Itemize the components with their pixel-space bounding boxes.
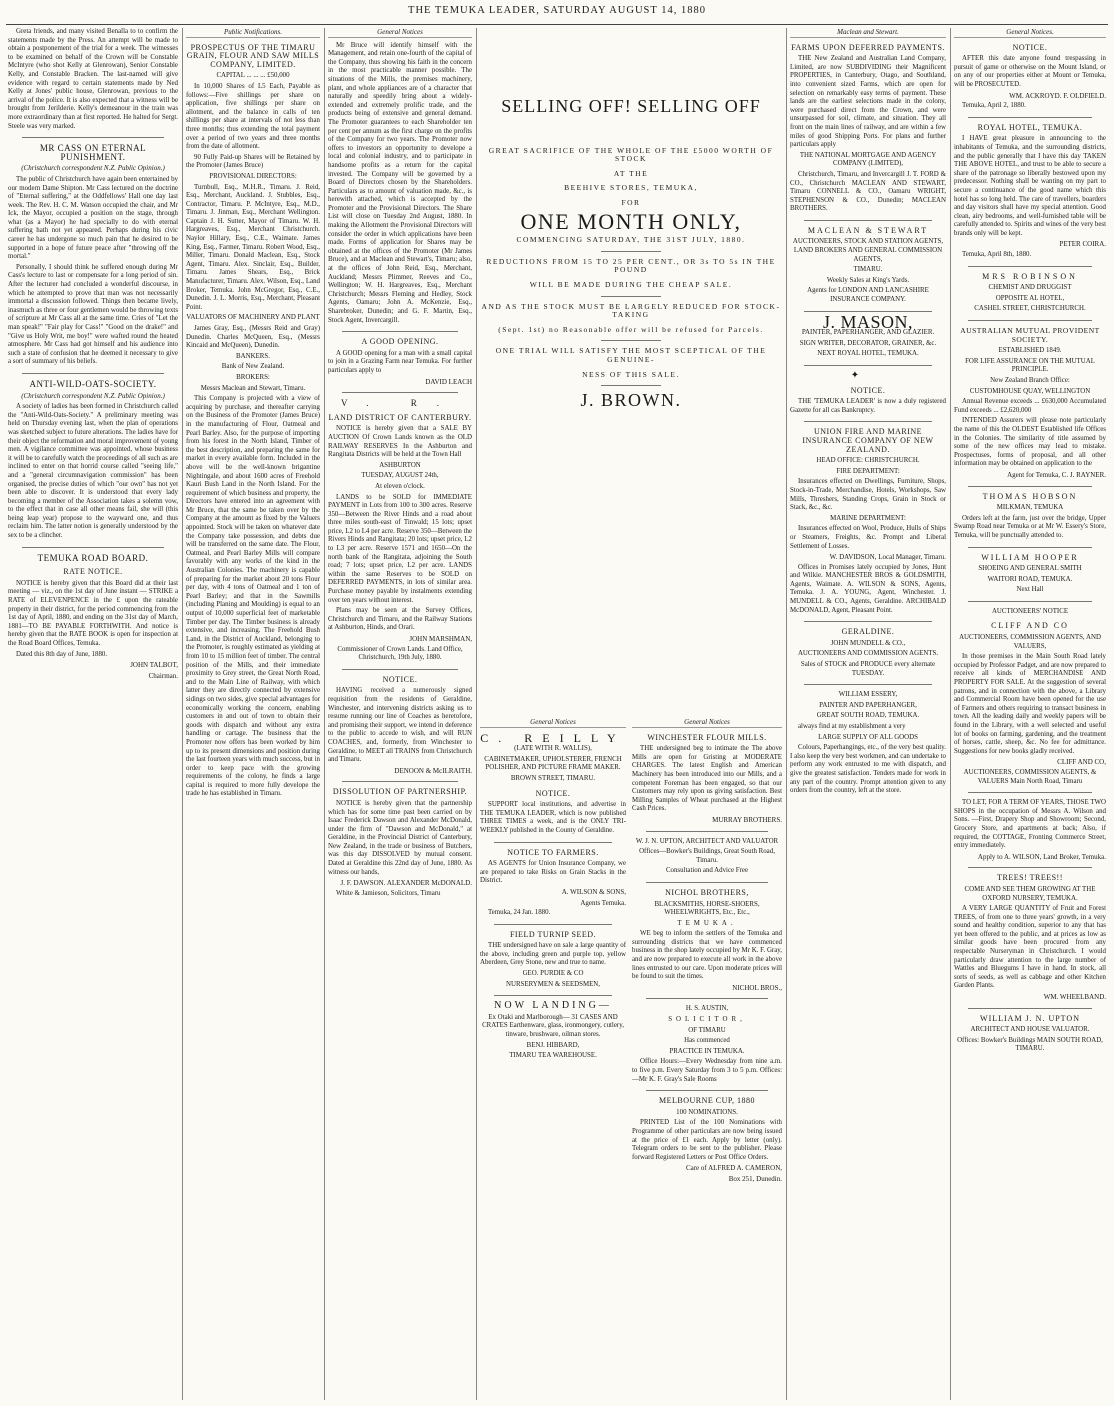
advert-line: AUCTIONEERS AND COMMISSION AGENTS. [797,650,939,658]
article-byline: (Christchurch correspondent N.Z. Public Opinion.) [21,391,165,400]
advert-line: AT THE [613,168,649,178]
advert-line: AUCTIONEERS, STOCK AND STATION AGENTS, LAND BROKERS AND GENERAL COMMISSION AGENTS, [792,238,944,263]
advert-signature: J. BROWN. [580,390,682,411]
notice-signature: W. DAVIDSON, Local Manager, Timaru. [829,553,946,562]
divider [804,220,932,221]
sale-time: At eleven o'clock. [375,482,425,490]
sale-place: ASHBURTON [379,461,421,469]
section-label: MARINE DEPARTMENT: [830,514,906,522]
notice-paragraph: THE 'TEMUKA LEADER' is now a duly registered Gazette for all cas Bankruptcy. [790,398,946,414]
divider [968,1008,1092,1009]
advertiser-name: WILLIAM HOOPER [981,552,1079,562]
advert-line: 100 NOMINATIONS. [676,1108,738,1116]
notice-headline: TREES! TREES!! [997,873,1063,883]
notice-paragraph: AFTER this date anyone found trespassing in pursuit of game or otherwise on the Mount Island, or on any of our properties either at Mount or Temuka, will be PROSECUTED. [954,55,1106,88]
advertiser-name: THOMAS HOBSON [982,491,1078,501]
advert-line: MILKMAN, TEMUKA [996,504,1064,512]
advertiser-name: CLIFF AND CO [991,621,1069,631]
column-rule [182,28,183,1400]
notice-signature: DENOON & McILRAITH. [394,766,472,775]
notice-paragraph: A GOOD opening for a man with a small capital to join in a Grazing Farm near Temuka. For further particulars apply to [328,349,472,374]
bankers-text: Bank of New Zealand. [221,363,285,371]
divider [646,1090,768,1091]
advert-line: REDUCTIONS FROM 15 TO 25 PER CENT., OR 3s TO 5s IN THE POUND [486,256,776,275]
notice-headline: MELBOURNE CUP, 1880 [659,1096,755,1106]
advert-line: ONE TRIAL WILL SATISFY THE MOST SCEPTICAL OF THE GENUINE- [495,346,767,364]
advert-line: CASHEL STREET, CHRISTCHURCH. [974,305,1086,313]
notice-date: Temuka, April 2, 1880. [962,102,1026,110]
notice-headline: LAND DISTRICT OF CANTERBURY. [328,412,472,422]
shares-paragraph: In 10,000 Shares of L5 Each, Payable as follows:—Five shillings per share on application, five shillings per share on allotment, and the balance in calls of ten shillings per share at intervals of not less than three months; thus extending the total payment over a period of two years and three months from the date of allotment. [186,82,320,151]
divider [22,137,164,138]
notice-signature: MURRAY BROTHERS. [712,815,782,824]
advert-line: Offices: Bowker's Buildings MAIN SOUTH ROAD, TIMARU. [957,1036,1103,1053]
royal-cipher: V. R. [340,398,460,409]
notice-signature: Apply to A. WILSON, Land Broker, Temuka. [977,852,1106,861]
advert-line: NEXT ROYAL HOTEL, TEMUKA. [817,350,919,358]
advert-line: WILL BE MADE DURING THE CHEAP SALE. [529,279,733,289]
advert-line: New Zealand Branch Office: [990,377,1070,384]
notice-date: Temuka, 24 Jan. 1880. [488,909,551,917]
notice-signature: THE NATIONAL MORTGAGE AND AGENCY COMPANY (LIMITED), [799,151,937,168]
notice-signature: JOHN MARSHMAN, [409,635,472,643]
column-general-notices-c [632,718,782,1400]
advert-line: GREAT SOUTH ROAD, TEMUKA. [816,712,920,720]
advert-line: FOR [621,197,641,207]
column-heading: Public Notifications. [186,28,320,38]
advert-line: LARGE SUPPLY OF ALL GOODS [818,733,918,741]
notice-signature: WM. ACKROYD. F. OLDFIELD. [1009,91,1106,100]
divider [804,684,932,685]
advert-line: ARCHITECT AND HOUSE VALUATOR. [970,1026,1090,1034]
notice-paragraph: Office Hours:—Every Wednesday from nine a.m. to five p.m. Every Saturday from 3 to 5 p.m. Offices:—Mr K. F. Gray's Sale Rooms [632,1058,782,1083]
advert-line: SOLICITOR, [668,1016,746,1024]
advert-line: CABINETMAKER, UPHOLSTERER, FRENCH POLISHER, AND PICTURE FRAME MAKER. [484,755,622,772]
advert-line: WAITORI ROAD, TEMUKA. [987,575,1073,583]
notice-headline: NOTICE. [1012,42,1048,52]
prospectus-continued: Mr Bruce will identify himself with the Management, and retain one-fourth of the capital of the Company, thus showing his faith in the concern in the most practicable manner possible. The situations of the Mills, the premises machinery, plant, and whole appliances are of a character that naturally and speedily bring about a widely-extended and extremely prolific trade, and the products being of extensive and general demand. The Promoter guarantees to each Shareholder ten per cent per annum as the first charge on the profits of the Company for two years. The Promoter now offers to investors an opportunity to develope a local and colonial industry, and to participate in handsome profits as a return for the capital invested. The Company will be governed by a Board of Directors chosen by the Shareholders. Particulars as to amount of valuation made, &c., is herewith attached, which is accepted by the Promoter and the Provisional Directors. The Share List will close on Tuesday 2nd August, 1880. In making the Allotment the Provisional Directors will consider the order in which applications have been made. Forms of application for Shares may be obtained at the offices of the Promoter (Mr James Bruce), and at Maclean and Stewart's, Timaru; also, at the offices of John Reid, Esq., Merchant, Auckland; Messrs Plimmer, Reeves and Co., Wellington; W. H. Hargreaves, Esq., Merchant Christchurch; Messrs Fleming and Hedley, Stock Agents, Oamaru; John A. McKenzie, Esq., Sharebroker, Dunedin; and G. F. Martin, Esq., Stock Agent, Invercargill. [328,41,472,324]
column-general-notices-b [480,718,626,1400]
notice-headline: NOW LANDING— [494,1000,612,1012]
divider [968,117,1092,118]
divider [646,882,768,883]
notice-paragraph: PRINTED List of the 100 Nominations with Programme of other particulars are now being issued at the price of £1 each. Apply by letter (only). Telegram orders to be sent to the publisher. Please forward Registered Letters or Post Office Orders. [632,1119,782,1161]
notice-headline: NOTICE. [850,385,886,395]
notice-headline: NOTICE. [535,788,571,798]
prospectus-headline: PROSPECTUS OF THE TIMARU GRAIN, FLOUR AND SAW MILLS COMPANY, LIMITED. [186,42,320,69]
advert-line: BLACKSMITHS, HORSE-SHOERS, WHEELWRIGHTS, Etc., Etc., [654,900,760,917]
divider [342,331,458,332]
divider [646,998,768,999]
notice-paragraph: Orders left at the farm, just over the bridge, Upper Swamp Road near Temuka or at Mr W. Essery's Store, Temuka, will be punctually attended to. [954,514,1106,539]
advert-line: HEAD OFFICE: CHRISTCHURCH. [816,457,920,465]
sale-date: TUESDAY, AUGUST 24th, [361,472,439,480]
notice-signature-title: TIMARU TEA WAREHOUSE. [509,1052,597,1060]
advert-line: CUSTOMHOUSE QUAY, WELLINGTON [969,387,1091,395]
divider [804,421,932,422]
notice-signature-list: Christchurch, Timaru, and Invercargill J. T. FORD & CO., Christchurch MACLEAN AND STEWART, Timaru CONNELL & CO., Oamaru WRIGHT, STEPHENSON & CO., Dunedin; MACLEAN BROTHERS. [790,170,946,213]
article-paragraph: A society of ladies has been formed in Christchurch called the "Anti-Wild-Oats-Society." A preliminary meeting was held on Thursday evening last, when the plan of operations was sketched subject to future alterations. The ladies have for their object the reformation and moral improvement of young men. A vigilance committee was appointed, whose business it will be to carefully watch the proceedings of all such as are inclined to enter on that horrid course called "seeing life," and a "general circumnavigation commission" has been organised, the precise duties of which "our own" has not yet been able to discover. It is understood that every lady becoming a member of the Association takes a solemn vow, to the effect that in case all other means fail, she will (this being leap year) propose to the wayward one, and thus reclaim him. The latter notion is generally understood by the sex to be a clincher. [8,403,178,540]
column-public-notifications [186,28,320,1400]
notice-paragraph: Colours, Paperhangings, etc., of the very best quality. I also keep the very best workmen, and can undertake to perform any work entrusted to me with dispatch, and give the greatest satisfaction. Tenders made for work in any part of the country. Prompt attention given to any orders from the country, left at the store. [790,744,946,795]
notice-signature: NICHOL BROS., [732,983,782,992]
column-rule [786,28,787,1400]
advertiser-name: H. S. AUSTIN, [685,1005,729,1013]
notice-paragraph: HAVING received a numerously signed requisition from the residents of Geraldine, Winchester, and intervening districts asking us to resume running our line of Coaches as heretofore, and promising their support, we intend in deference to the public to accede to wish, and will RUN COACHES, and, formerly, from Winchester to Geraldine, to MEET all TRAINS from Christchurch and Timaru. [328,687,472,764]
paidup-paragraph: 90 Fully Paid-up Shares will be Retained by the Promoter (James Bruce) [186,153,320,170]
notice-paragraph: WE beg to inform the settlers of the Temuka and surrounding districts that we have commenced business in the shop lately occupied by Mr K. F. Gray, and are now prepared to execute all work in the above lines entrusted to our care. Upon moderate prices will be found to suit the times. [632,930,782,981]
divider [22,373,164,374]
divider [968,867,1092,868]
notice-signature: PETER COIRA. [1059,240,1106,249]
brokers-text: Messrs Maclean and Stewart, Timaru. [200,384,306,392]
column-general-notices [328,28,472,1400]
notice-headline: FIELD TURNIP SEED. [509,929,597,939]
divider [968,266,1092,267]
divider [342,669,458,670]
article-headline: ANTI-WILD-OATS-SOCIETY. [29,378,157,389]
notice-paragraph: Ex Otaki and Marlborough— 31 CASES AND CRATES Earthenware, glass, ironmongery, cutlery, tinware, brushware, oilman stores. [482,1013,624,1039]
advertiser-name: MRS ROBINSON [982,271,1078,281]
divider [968,486,1092,487]
advert-line: PAINTER, PAPERHANGER, AND GLAZIER. [801,329,935,337]
divider [22,547,164,548]
divider [494,924,612,925]
notice-signature-title: NURSERYMEN & SEEDSMEN, [506,980,600,988]
divider [804,621,932,622]
advert-line: OPPOSITE AL HOTEL, [995,294,1065,302]
notice-paragraph: A VERY LARGE QUANTITY of Fruit and Forest TREES, of from one to three years' growth, in a very sound and healthy condition, superior to any that has yet been offered to the public, and at prices as low as similar goods have been procured from any respectable Nurseryman in Christchurch. I would particularly draw attention to the large number of Wattles and Bluegums I have in hand. In stock, all sorts of seeds, as well as cabbage and other Kitchen Garden Plants. [954,905,1106,990]
valuators-list: James Gray, Esq., (Messrs Reid and Gray) Dunedin. Charles McQueen, Esq., (Messrs Kincaid and McQueen), Dunedin. [186,325,320,350]
notice-subheadline: RATE NOTICE. [63,567,123,577]
article-paragraph: Personally, I should think he suffered enough during Mr Cass's lecture to last or compensate for a long period of sin. After the lecturer had concluded a wonderful discourse, in which he attempted to prove that man was not necessarily immortal a discussion followed. Things then became lively, inasmuch as three or four gentlemen would be throwing texts of scripture at Mr Cass all at the same time. Cries of "Let the man speak!" "Fair play for Cass!" "Good on the drake!" and "Give us Holy Writ, me boy!" were wafted round the heated atmosphere. Mr Cass had got himself and his audience into such a state of confusion that he deemed it necessary to give a sort of summary of his beliefs. [8,263,178,366]
column-rule [950,28,951,1400]
advert-line: BEEHIVE STORES, TEMUKA, [564,183,698,193]
notice-paragraph: I HAVE great pleasure in announcing to the inhabitants of Temuka, and the surrounding districts, and the public generally that I have this day TAKEN THE ABOVE HOTEL, and trust to be able to secure a share of the patronage so liberally bestowed upon my predecessor. Nothing shall be wanting on my part to secure a continuance of the good name which this hotel has so long held. The care of travellers, boarders and day visitors shall have my special attention. Good clean, airy bedrooms, and well-furnished table will be carefully attended to. Spirits and wines of the very best brands only will be kept. [954,135,1106,237]
article-headline: MR CASS ON ETERNAL PUNISHMENT. [39,143,147,162]
notice-headline: FARMS UPON DEFERRED PAYMENTS. [791,42,945,52]
notice-headline: NOTICE TO FARMERS. [507,847,599,857]
notice-paragraph: INTENDED Assurers will please note particularly the name of this the OLDEST Established life Offices in the Colonies. The similarity of title assumed by some of the new offices may lead to mistake. Prospectuses, forms of proposal, and all other information may be obtained on application to the [954,417,1106,468]
column-news [8,28,178,1400]
notice-paragraph: In those premises in the Main South Road lately occupied by Professor Padget, and are now prepared to receive all kinds of MERCHANDISE AND PROPERTY FOR SALE. At the suggestion of several patrons, and in connection with the above, a Library and Commercial Room have been opened for the use of Farmers and others requiring to transact business in town. All the leading daily and weekly papers will be found in the Library, with a well selected and useful lot of books on farming, gardening, and the treatment of horses, cattle, sheep, &c. No fee for admittance. Suggestions for new books gladly received. [954,653,1106,755]
masthead-rule [6,24,1108,25]
section-label: PROVISIONAL DIRECTORS: [209,172,297,180]
notice-date: Dated this 8th day of June, 1880. [16,650,108,658]
notice-paragraph: Insurances effected on Dwellings, Furniture, Shops, Stock-in-Trade, Merchandise, Hotels, Workshops, Saw Mills, Threshers, Standing Crops, Grain in Stock or Stack, &c., &c. [790,478,946,512]
column-heading: General Notices [480,718,626,728]
advert-line: AND AS THE STOCK MUST BE LARGELY REDUCED FOR STOCK-TAKING [481,301,781,320]
notice-signature: Care of ALFRED A. CAMERON, [685,1164,782,1173]
divider [804,365,932,366]
notice-signature: DAVID LEACH [425,377,472,386]
section-label: VALUATORS OF MACHINERY AND PLANT [186,314,320,322]
notice-signature-title: Commissioner of Crown Lands. Land Office, Christchurch, 19th July, 1880. [337,645,463,662]
advert-line: SHOEING AND GENERAL SMITH [978,565,1082,573]
divider [968,547,1092,548]
advert-line: Offices—Bowker's Buildings, Great South Road, Timaru. [639,848,775,864]
notice-headline: AUSTRALIAN MUTUAL PROVIDENT SOCIETY. [960,326,1100,344]
notice-date: Temuka, April 8th, 1880. [962,251,1032,259]
news-paragraph: Greta friends, and many visited Benalla to to confirm the statements made by the Press. An attempt will be made to obtain a postponement of the trial for a week. The witnesses to be examined on behalf of the Crown will be Constable McIntyre (who shot Kelly at Glenrowan), Senior Constable Kelly, and Constable Bracken. The last-named will give evidence with regard to certain statements made by Ned Kelly at Jones' public house, Glenrowan, previous to the arrival of the police. It is also expected that a witness will be brought from Jerilderie. Kelly's demeanour in the train was more extraordinary than at first reported. He halted for Sergt. Steele was very marked. [8,28,178,130]
advert-headline: ONE MONTH ONLY, [520,208,742,234]
notice-headline: A GOOD OPENING. [361,337,439,347]
advert-line: (Sept. 1st) no Reasonable offer will be refused for Parcels. [498,324,764,334]
notice-signature: CLIFF AND CO, [1057,758,1106,767]
section-label: AUCTIONEERS' NOTICE [991,607,1069,615]
notice-signature: J. F. DAWSON. ALEXANDER McDONALD. [340,879,472,888]
advertiser-name: C. REILLY [480,730,626,745]
advert-line: FOR LIFE ASSURANCE ON THE MUTUAL PRINCIPLE. [965,357,1095,374]
advertiser-name: WILLIAM ESSERY, [838,691,898,699]
notice-signature: WM. WHEELBAND. [1043,993,1106,1002]
article-byline: (Christchurch correspondent N.Z. Public Opinion.) [21,164,165,173]
plans-paragraph: Plans may be seen at the Survey Offices, Christchurch and Timaru, and the Railway Stations at Ashburton, Hinds, and Orari. [328,607,472,632]
notice-paragraph: Insurances effected on Wool, Produce, Hulls of Ships or Steamers, Freights, &c. Prompt and Liberal Settlement of Losses. [790,525,946,550]
advert-line: BROWN STREET, TIMARU. [510,774,596,782]
advert-line: TEMUKA. [677,919,737,927]
divider [494,842,612,843]
divider [601,251,661,252]
divider [968,601,1092,602]
advert-line: PRACTICE IN TEMUKA. [669,1047,745,1055]
advert-line: PAINTER AND PAPERHANGER, [819,701,917,709]
notice-headline: GERALDINE. [841,627,895,637]
advert-line: SIGN WRITER, DECORATOR, GRAINER, &c. [799,339,937,347]
advertiser-name: J. MASON, [822,311,914,332]
column-heading: Maclean and Stewart. [790,28,946,38]
notice-paragraph: THE undersigned have on sale a large quantity of the above, including green and purple top, yellow Aberdeen, Grey Stone, new and true to name. [480,942,626,967]
directors-list: Turnbull, Esq., M.H.R., Timaru. J. Reid, Esq., Merchant, Auckland. J. Stubbles, Esq., Contractor, Timaru. P. McIntyre, Esq., M.D., Timaru. J. Jinman, Esq., Merchant Wellington. Captain J. H. Sutter, Mayor of Timaru. W. H. Hargreaves, Esq., Merchant Christchurch. Naylor Hillary, Esq., C.E., Waimate. James King, Esq., Farmer, Timaru. Robert Wood, Esq., Miller, Timaru. Donald Maclean, Esq., Stock Agent, Timaru. Alex. Sinclair, Esq., Builder, Timaru. James Shears, Esq., Brick Manufacturer, Timaru. Alex. Wilson, Esq., Land Broker, Temuka. John McGregor, Esq., C.E., Dunedin. J. L. Morris, Esq., Merchant, Pleasant Point. [186,183,320,311]
notice-paragraph: NOTICE is hereby given that the partnership which has for some time past been carried on by Isaac Frederick Dawson and Alexander McDonald, under the firm of "Dawson and McDonald," at Geraldine, in the Provincial District of Canterbury, New Zealand, in the trade or business of Butchers, was this day DISSOLVED by mutual consent. Dated at Geraldine this 22nd day of June, 1880. As witness our hands, [328,799,472,876]
notice-headline: ROYAL HOTEL, TEMUKA. [977,122,1083,132]
column-heading: General Notices [328,28,472,38]
advertiser-name: MACLEAN & STEWART [807,225,929,235]
notice-headline: TEMUKA ROAD BOARD. [37,552,149,563]
lots-paragraph: LANDS to be SOLD for IMMEDIATE PAYMENT in Lots from 100 to 300 acres. Reserve 350—Between the River Hinds and a road about three miles south-east of Tinwald; 15 lots; upset price, L2 to L4 per acre. Reserve 350—Between the Rivers Hinds and Rangitata; 20 lots; upset price, L2 to L3 per acre. Reserve 1571 and 1650—On the north bank of the Rangitata, adjoining the South road; 7 lots; upset price, L2 per acre. LANDS within the same Reserves to be SOLD on DEFERRED PAYMENTS, in lots of similar area. Purchase money payable by instalments extending over ten years without interest. [328,493,472,604]
column-rule [324,28,325,1400]
notice-paragraph: NOTICE is hereby given that a SALE BY AUCTION Of Crown Lands known as the OLD RAILWAY RESERVES In the Ashburton and Rangitata Districts will be held at the Town Hall [328,425,472,459]
notice-headline: WINCHESTER FLOUR MILLS. [647,732,767,742]
advertiser-name: WILLIAM J. N. UPTON [980,1013,1080,1023]
article-paragraph: The public of Christchurch have again been entertained by our modern Dame Shipton. Mr Cass lectured on the doctrine of "Eternal suffering," at the Oddfellows' Hall one day last week. The Rev. H. C. M. Watson occupied the chair, and Mr Ick, the Mayor, occupied a position on the stage, through what (as a Mayor) he had specially to do with eternal suffering hath not yet appeared. Perhaps during his civic career he has undergone so much pain that he desired to be supported in a hope of future peace after "throwing off the mortal." [8,175,178,261]
advert-line: Sales of STOCK and PRODUCE every alternate TUESDAY. [800,661,936,677]
divider [968,320,1092,321]
advert-line: Weekly Sales at King's Yards. [826,276,910,284]
advert-line: CHEMIST AND DRUGGIST [988,284,1072,292]
divider [601,340,661,341]
crest-icon: ✦ [850,370,886,381]
notice-paragraph: THE undersigned beg to intimate the The above Mills are open for Gristing at MODERATE CHARGES. The latest English and American Machinery has been introduced into our Mills, and a competent Foreman has been engaged, so that our Customers may rely upon us giving satisfaction. Best Milling Samples of Wheat purchased at the Highest Cash Prices. [632,745,782,813]
advert-line: AUCTIONEERS, COMMISSION AGENTS, AND VALUERS, [959,634,1101,650]
notice-headline: NOTICE. [382,674,418,684]
advert-line: GREAT SACRIFICE OF THE WHOLE OF THE £5000 WORTH OF STOCK [488,145,774,164]
notice-signature: BENJ. HIBBARD, [526,1041,580,1049]
section-label: BROKERS: [236,373,270,381]
advert-line: ESTABLISHED 1849. [998,347,1062,355]
notice-signature-title: Box 251, Dunedin. [728,1174,782,1183]
divider [646,831,768,832]
advert-line: Next Hall [1016,586,1044,594]
divider [342,392,458,393]
column-heading: General Notices [632,718,782,728]
advert-line: NESS OF THIS SALE. [582,369,680,379]
notice-headline: UNION FIRE AND MARINE INSURANCE COMPANY OF NEW ZEALAND. [802,427,934,454]
notice-paragraph: always find at my establishment a very [798,723,906,730]
divider [968,792,1092,793]
column-maclean-stewart [790,28,946,1400]
selling-off-advert [480,28,782,588]
notice-paragraph: SUPPORT local institutions, and advertise in THE TEMUKA LEADER, which is now published THREE TIMES a week, and is the ONLY TRI-WEEKLY published in the County of Geraldine. [480,801,626,834]
notice-signature-title: AUCTIONEERS, COMMISSION AGENTS, & VALUERS Main North Road, Timaru [963,768,1097,785]
notice-signature: GEO. PURDIE & CO [522,970,584,978]
advert-line: Agents for LONDON AND LANCASHIRE INSURANCE COMPANY. [807,287,929,304]
revenue-lines: Annual Revenue exceeds ... £630,000 Accumulated Fund exceeds ... £2,620,000 [954,398,1106,414]
advert-line: Has commenced [684,1037,730,1045]
notice-paragraph: THE New Zealand and Australian Land Company, Limited, are now SUBDIVIDING their Magnificent PROPERTIES, in Canterbury, Otago, and Southland, into convenient sized Farms, which are open for selection on remarkably easy terms of payment. These lands are the earliest selections made in the colony, were purchased direct from the Crown, and were unsurpassed for soil, climate, and situation. They all front on the main lines of railway, and are within a few miles of good Shipping Ports. For plans and further particulars apply [790,55,946,149]
column-rule [476,28,477,1400]
section-label: FIRE DEPARTMENT: [836,467,900,475]
masthead: THE TEMUKA LEADER, SATURDAY AUGUST 14, 1880 [408,5,706,16]
advert-line: OF TIMARU [688,1026,726,1034]
notice-signature-title: Agents Temuka. [580,898,626,907]
notice-signature: Agent for Temuka, C. J. RAYNER. [1007,470,1106,479]
notice-paragraph: TO LET, FOR A TERM OF YEARS, THOSE TWO SHOPS in the occupation of Messrs A. Wilson and Sons. —First, Drapery Shop and Showroom; Second, Grocery Store, and apartments at back; Also, if required, the COTTAGE, Fronting Commerce Street, entry immediately. [954,799,1106,850]
prospectus-body: This Company is projected with a view of acquiring by purchase, and thereafter carrying on the Business of the Promoter (James Bruce) in the manufacturing of Flour, Oatmeal and Pearl Barley. Also, for the purpose of importing from his forest in the North Island, Timber of the best description, and preparing the same for market in every available form. Included in the above will be the well-known brigantine Nightingale, and about 1600 acres of Freehold Kauri Bush Land in the North Island. For the requirement of which business and property, the Directors have entered into an agreement with Mr Bruce, that the same be taken over by the Company at the amount as fixed by the Valuers appointed. Stock will be taken on whatever date the Company take possession, and debts due will be transferred on the same date. The Flour, Oatmeal, and Pearl Barley Mills will compare favorably with any works of the kind in the Australian Colonies. The machinery is capable of preparing for the market about 20 tons Flour per day, with 4 tons of Oatmeal and 1 ton of Pearl Barley; and that in the Sawmills (including Planing and Moulding) is equal to an output of 10,000 superficial feet of marketable Timber per day. The Timber business is already extensive, and increasing. The Freehold Bush Land, in the District of Auckland, belonging to the Promoter, is roughly estimated as yielding at from 10 to 15 million feet of timber. The central position of the Mills, and their immediate proximity to Grey street, the Great North Road, and to the Main Line of Railway, with which latter they are directly connected by extensive sidings on two sides, give special advantages for economically working the concern, enabling customers in and out of town to obtain their goods with dispatch and without any extra handling or cartage. The business that the Promoter now offers has been worked by him up to its present dimensions and position during the last fourteen years with much success, but in order to keep pace with the growing requirements of the colony, he finds a large capital is required to more fully develope the trade he has established in Timaru. [186,395,320,798]
divider [601,385,661,386]
advertiser-name: NICHOL BROTHERS, [665,887,749,897]
column-heading: General Notices. [954,28,1106,38]
divider [601,296,661,297]
column-general-notices-d [954,28,1106,1400]
advert-line: TIMARU. [853,266,883,274]
advert-headline: SELLING OFF! SELLING OFF [501,96,761,116]
divider [494,995,612,996]
advert-line: (LATE WITH R. WALLIS), [514,745,592,753]
divider [342,781,458,782]
notice-paragraph: NOTICE is hereby given that this Board did at their last meeting — viz., on the 1st day of June instant — STRIKE a RATE of ELEVENPENCE in the £ upon the rateable property in their district, for the period commencing from the 1st day of April, 1880, and ending on the 31st day of March, 1881—TO BE PAYABLE FORTHWITH. And notice is hereby given that the RATE BOOK is open for inspection at the Road Board Offices, Temuka. [8,579,178,647]
notice-signature-title: White & Jamieson, Solicitors, Timaru [336,889,441,897]
advertiser-name: JOHN MUNDELL & CO., [830,639,906,647]
advert-line: COMMENCING SATURDAY, THE 31ST JULY, 1880. [516,235,746,245]
advertiser-name: W. J. N. UPTON, ARCHITECT AND VALUATOR [635,837,779,845]
section-label: BANKERS. [236,352,270,360]
notice-signature-title: Chairman. [148,671,178,680]
agents-list: Offices in Promises lately occupied by Jones, Hunt and Wilkie. MANCHESTER BROS & GOLDSMITH, Agents, Waimate. A. WILSON & SONS, Agents, Temuka. J. A. YOUNG, Agent, Winchester. J. MUNDELL & CO., Agents, Geraldine. ARCHIBALD McDONALD, Agent, Pleasant Point. [790,563,946,614]
notice-signature: A. WILSON & SONS, [561,887,626,896]
notice-headline: DISSOLUTION OF PARTNERSHIP. [332,787,468,797]
capital-line: CAPITAL ... ... ... £50,000 [216,72,290,80]
advert-line: COME AND SEE THEM GROWING AT THE OXFORD NURSERY, TEMUKA. [964,885,1096,902]
notice-signature: JOHN TALBOT, [130,661,178,670]
notice-paragraph: AS AGENTS for Union Insurance Company, we are prepared to take Risks on Grain Stacks in the District. [480,860,626,885]
advert-line: Consultation and Advice Free [665,867,749,875]
